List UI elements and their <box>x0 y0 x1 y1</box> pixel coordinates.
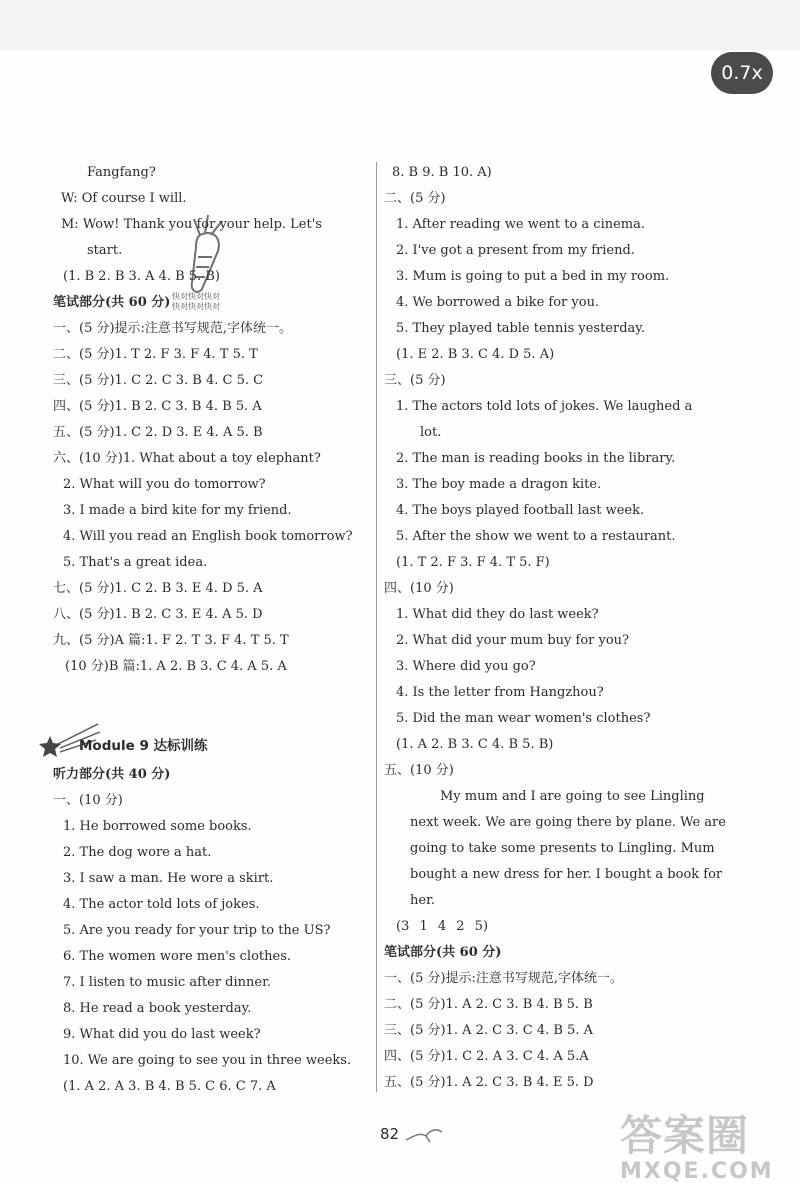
text-line: 五、(10 分) <box>384 763 454 778</box>
page-number: 82 <box>380 1125 400 1143</box>
text-line: (1. E 2. B 3. C 4. D 5. A) <box>396 347 555 362</box>
text-line: 1. The actors told lots of jokes. We laughed a <box>396 399 693 414</box>
text-line: 2. The dog wore a hat. <box>63 845 212 860</box>
text-line: 4. We borrowed a bike for you. <box>396 295 600 310</box>
text-line: 5. They played table tennis yesterday. <box>396 321 646 336</box>
stamp-caption-line: 快对快对快对 <box>172 302 220 311</box>
text-line: (1. T 2. F 3. F 4. T 5. F) <box>396 555 550 570</box>
footer-swirl-icon <box>404 1124 444 1146</box>
text-line: 1. After reading we went to a cinema. <box>396 217 646 232</box>
stamp-caption-line: 快对快对快对 <box>172 292 220 301</box>
text-line: bought a new dress for her. I bought a book for <box>410 867 723 882</box>
section-heading: 听力部分(共 40 分) <box>53 767 171 782</box>
text-line: 3. Where did you go? <box>396 659 536 674</box>
text-line: (10 分)B 篇:1. A 2. B 3. C 4. A 5. A <box>65 659 287 674</box>
text-line: 1. What did they do last week? <box>396 607 599 622</box>
zoom-level-badge[interactable]: 0.7x <box>711 52 773 94</box>
section-heading: 笔试部分(共 60 分) <box>53 295 171 310</box>
text-line: 七、(5 分)1. C 2. B 3. E 4. D 5. A <box>53 581 263 596</box>
text-line: (1. B 2. B 3. A 4. B 5. B) <box>63 269 220 284</box>
text-line: (1. A 2. A 3. B 4. B 5. C 6. C 7. A <box>63 1079 276 1094</box>
text-line: lot. <box>420 425 442 440</box>
text-line: 二、(5 分) <box>384 191 446 206</box>
text-line: M: Wow! Thank you for your help. Let's <box>61 217 322 232</box>
text-line: 2. The man is reading books in the library. <box>396 451 676 466</box>
text-line: 8. He read a book yesterday. <box>63 1001 252 1016</box>
text-line: 2. I've got a present from my friend. <box>396 243 635 258</box>
text-line: 6. The women wore men's clothes. <box>63 949 292 964</box>
text-line: 一、(5 分)提示:注意书写规范,字体统一。 <box>384 971 624 986</box>
text-line: My mum and I are going to see Lingling <box>440 789 705 804</box>
module-title: Module 9 达标训练 <box>79 738 208 754</box>
text-line: (3 1 4 2 5) <box>396 919 489 934</box>
text-line: 一、(5 分)提示:注意书写规范,字体统一。 <box>53 321 293 336</box>
text-line: 5. After the show we went to a restaurant. <box>396 529 676 544</box>
text-line: 4. The actor told lots of jokes. <box>63 897 260 912</box>
text-line: 四、(10 分) <box>384 581 454 596</box>
text-line: 3. Mum is going to put a bed in my room. <box>396 269 670 284</box>
watermark <box>620 1112 774 1184</box>
viewer-top-bar <box>0 0 800 50</box>
text-line: 5. Did the man wear women's clothes? <box>396 711 651 726</box>
text-line: 1. He borrowed some books. <box>63 819 252 834</box>
text-line: 3. I saw a man. He wore a skirt. <box>63 871 274 886</box>
text-line: 四、(5 分)1. B 2. C 3. B 4. B 5. A <box>53 399 262 414</box>
watermark-logo: 答案圈 <box>620 1111 750 1160</box>
text-line: W: Of course I will. <box>61 191 187 206</box>
text-line: 3. I made a bird kite for my friend. <box>63 503 292 518</box>
text-line: 7. I listen to music after dinner. <box>63 975 271 990</box>
text-line: 六、(10 分)1. What about a toy elephant? <box>53 451 321 466</box>
text-line: 二、(5 分)1. A 2. C 3. B 4. B 5. B <box>384 997 593 1012</box>
text-line: 4. Will you read an English book tomorrow? <box>63 529 353 544</box>
text-line: 二、(5 分)1. T 2. F 3. F 4. T 5. T <box>53 347 258 362</box>
text-line: 五、(5 分)1. A 2. C 3. B 4. E 5. D <box>384 1075 594 1090</box>
column-divider <box>376 162 377 1092</box>
text-line: 3. The boy made a dragon kite. <box>396 477 602 492</box>
text-line: next week. We are going there by plane. We are <box>410 815 726 830</box>
text-line: 4. Is the letter from Hangzhou? <box>396 685 604 700</box>
text-line: start. <box>87 243 123 258</box>
text-line: (1. A 2. B 3. C 4. B 5. B) <box>396 737 554 752</box>
text-line: 九、(5 分)A 篇:1. F 2. T 3. F 4. T 5. T <box>53 633 289 648</box>
text-line: 五、(5 分)1. C 2. D 3. E 4. A 5. B <box>53 425 263 440</box>
text-line: 10. We are going to see you in three weeks. <box>63 1053 352 1068</box>
text-line: her. <box>410 893 435 908</box>
text-line: 三、(5 分)1. A 2. C 3. C 4. B 5. A <box>384 1023 593 1038</box>
text-line: 三、(5 分)1. C 2. C 3. B 4. C 5. C <box>53 373 264 388</box>
text-line: 2. What did your mum buy for you? <box>396 633 630 648</box>
text-line: 八、(5 分)1. B 2. C 3. E 4. A 5. D <box>53 607 263 622</box>
text-line: Fangfang? <box>87 165 156 180</box>
text-line: 一、(10 分) <box>53 793 123 808</box>
text-line: 5. That's a great idea. <box>63 555 208 570</box>
text-line: 三、(5 分) <box>384 373 446 388</box>
text-line: 9. What did you do last week? <box>63 1027 261 1042</box>
stamp-caption <box>172 292 220 312</box>
section-heading: 笔试部分(共 60 分) <box>384 945 502 960</box>
text-line: 2. What will you do tomorrow? <box>63 477 266 492</box>
watermark-url: MXQE.COM <box>620 1159 774 1184</box>
text-line: 四、(5 分)1. C 2. A 3. C 4. A 5.A <box>384 1049 589 1064</box>
text-line: 5. Are you ready for your trip to the US? <box>63 923 331 938</box>
text-line: going to take some presents to Lingling. Mum <box>410 841 715 856</box>
text-line: 8. B 9. B 10. A) <box>392 165 492 180</box>
text-line: 4. The boys played football last week. <box>396 503 645 518</box>
